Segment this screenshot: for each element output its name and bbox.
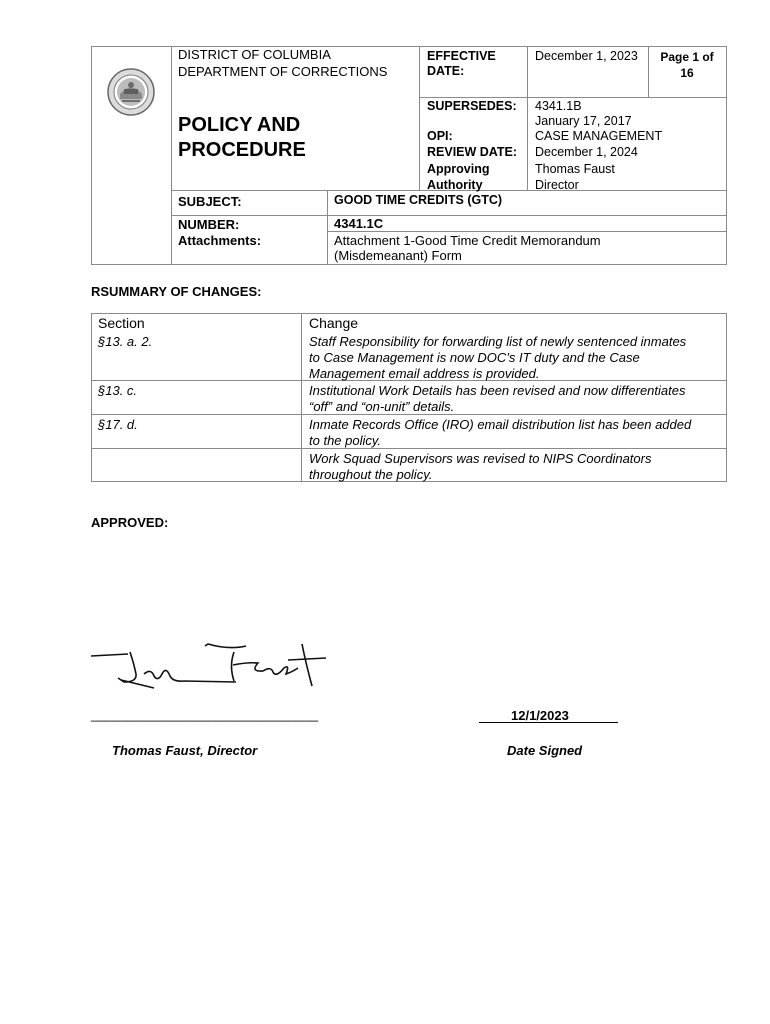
subject-value: GOOD TIME CREDITS (GTC) — [334, 193, 503, 207]
approving-authority-label-1: Approving — [427, 162, 490, 176]
date-signed-label: Date Signed — [507, 743, 583, 758]
row-change-line: Staff Responsibility for forwarding list of newly sentenced inmates — [309, 334, 687, 349]
attachments-value-2: (Misdemeanant) Form — [334, 248, 462, 263]
approving-authority-value-2: Director — [535, 178, 579, 192]
opi-value: CASE MANAGEMENT — [535, 129, 663, 143]
effective-date-value: December 1, 2023 — [535, 49, 638, 63]
attachments-label: Attachments: — [178, 233, 262, 248]
review-date-value: December 1, 2024 — [535, 145, 638, 159]
review-date-label: REVIEW DATE: — [427, 145, 518, 159]
supersedes-value-2: January 17, 2017 — [535, 114, 632, 128]
effective-date-label-2: DATE: — [427, 64, 465, 78]
doc-type-line1: POLICY AND — [178, 114, 301, 136]
row-change-line: throughout the policy. — [309, 467, 433, 482]
page-count-line2: 16 — [680, 66, 694, 80]
subject-label: SUBJECT: — [178, 194, 242, 209]
row-change-line: Management email address is provided. — [309, 366, 540, 381]
row-section: §13. a. 2. — [98, 334, 153, 349]
dc-doc-seal-logo — [106, 67, 156, 117]
row-section: §13. c. — [98, 383, 138, 398]
row-change-line: to Case Management is now DOC’s IT duty and the Case — [309, 350, 640, 365]
signer-name: Thomas Faust, Director — [112, 743, 258, 758]
supersedes-value-1: 4341.1B — [535, 99, 582, 113]
effective-date-label-1: EFFECTIVE — [427, 49, 496, 63]
date-signed-value: 12/1/2023 — [511, 708, 569, 723]
summary-heading: RSUMMARY OF CHANGES: — [91, 284, 262, 299]
approving-authority-label-2: Authority — [427, 178, 483, 192]
row-change-line: to the policy. — [309, 433, 382, 448]
row-change-line: Institutional Work Details has been revised and now differentiates — [309, 383, 686, 398]
opi-label: OPI: — [427, 129, 453, 143]
row-change-line: Inmate Records Office (IRO) email distribution list has been added — [309, 417, 692, 432]
director-signature — [88, 638, 333, 694]
agency-name-line2: DEPARTMENT OF CORRECTIONS — [178, 64, 388, 79]
number-label: NUMBER: — [178, 217, 240, 232]
column-header-section: Section — [98, 315, 145, 331]
agency-name-line1: DISTRICT OF COLUMBIA — [178, 47, 331, 62]
row-change-line: Work Squad Supervisors was revised to NIPS Coordinators — [309, 451, 652, 466]
column-header-change: Change — [309, 315, 359, 331]
approved-heading: APPROVED: — [91, 515, 169, 530]
date-signed-field — [479, 708, 619, 724]
approving-authority-value-1: Thomas Faust — [535, 162, 615, 176]
attachments-value-1: Attachment 1-Good Time Credit Memorandum — [334, 233, 601, 248]
signature-line: _______________________________ — [91, 707, 319, 722]
doc-type-line2: PROCEDURE — [178, 139, 306, 161]
number-value: 4341.1C — [334, 216, 384, 231]
row-change-line: “off” and “on-unit” details. — [309, 399, 455, 414]
page-count-line1: Page 1 of — [660, 50, 714, 64]
row-section: §17. d. — [98, 417, 138, 432]
supersedes-label: SUPERSEDES: — [427, 99, 517, 113]
